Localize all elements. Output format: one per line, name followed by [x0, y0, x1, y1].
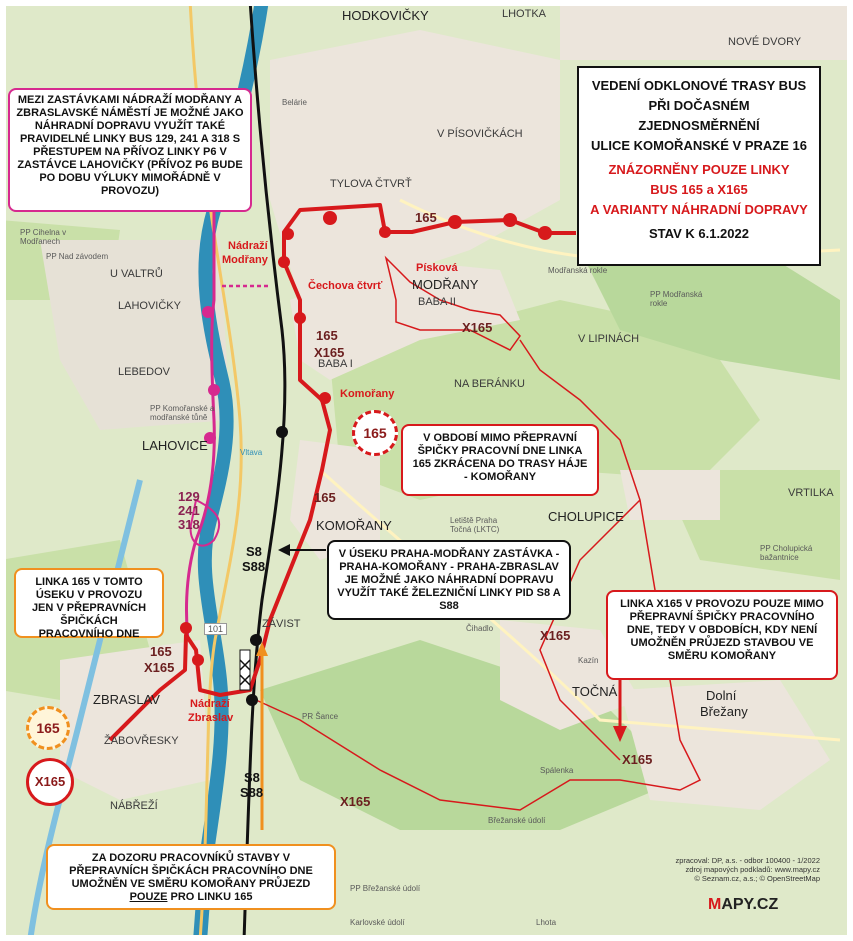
stop-cechova: Čechova čtvrť	[308, 280, 383, 292]
place-sance: PR Šance	[302, 712, 339, 721]
place-lebedov: LEBEDOV	[118, 366, 170, 378]
place-belarie: Belárie	[282, 98, 307, 107]
title-box	[577, 66, 821, 266]
badge-165-mid	[352, 410, 398, 456]
title-line-2: PŘI DOČASNÉM ZJEDNOSMĚRNĚNÍ	[638, 98, 760, 133]
road-101-badge: 101	[204, 623, 227, 635]
place-pp-cholupicka: PP Cholupická bažantnice	[760, 544, 813, 562]
badge-165-left-label: 165	[36, 720, 60, 736]
place-lhota: Lhota	[536, 918, 557, 927]
route-label-165-zbr: 165	[150, 644, 172, 659]
note-rail-text: V ÚSEKU PRAHA-MODŘANY ZASTÁVKA - PRAHA-KOMOŘANY - PRAHA-ZBRASLAV JE MOŽNÉ JAKO NÁHRADNÍ DOPRAVU VYUŽÍT TAKÉ ŽELEZNIČNÍ LINKY PID S8 A S88	[337, 548, 561, 612]
place-tylova: TYLOVA ČTVRŤ	[330, 178, 412, 190]
route-label-s8-a: S8	[246, 544, 262, 559]
route-label-165-mid: 165	[316, 328, 338, 343]
credit-line-1: zpracoval: DP, a.s. - odbor 100400 - 1/2022	[675, 856, 820, 865]
route-label-x165-bottom: X165	[340, 794, 371, 809]
badge-x165-left	[26, 758, 74, 806]
place-vlipinach: V LIPINÁCH	[578, 333, 640, 345]
mapy-cz-logo	[708, 896, 778, 914]
place-dolni: Dolní	[706, 688, 737, 703]
stop-komorany: Komořany	[340, 388, 395, 400]
place-pp-cihelna: PP Cihelna v Modřanech	[20, 228, 67, 246]
place-zbraslav: ZBRASLAV	[93, 692, 160, 707]
place-spalenka: Spálenka	[540, 766, 574, 775]
note-construction-text-2: PRO LINKU 165	[167, 891, 253, 903]
badge-x165-left-label: X165	[34, 774, 66, 789]
credit-line-3: © Seznam.cz, a.s.; © OpenStreetMap	[694, 874, 820, 883]
badge-165-left	[26, 706, 70, 750]
route-label-s88-a: S88	[242, 559, 266, 574]
title-line-3: ULICE KOMOŘANSKÉ V PRAZE 16	[591, 138, 807, 153]
note-construction-text-1: ZA DOZORU PRACOVNÍKŮ STAVBY V PŘEPRAVNÍCH ŠPIČKÁCH PRACOVNÍHO DNE UMOŽNĚN VE SMĚRU KOMOŘANY PRŮJEZD	[69, 852, 313, 890]
route-label-x165-right: X165	[622, 752, 653, 767]
note-x165	[606, 590, 838, 680]
place-naberanku: NA BERÁNKU	[454, 378, 525, 390]
place-komoranske-tune: PP Komořanské a modřanské tůně	[150, 404, 215, 422]
place-vltava: Vltava	[240, 448, 263, 457]
badge-165-mid-label: 165	[363, 425, 387, 441]
place-brezany: Břežany	[700, 704, 748, 719]
route-label-165-low: 165	[314, 490, 336, 505]
place-lahovicky: LAHOVIČKY	[118, 300, 181, 312]
route-label-x165-east: X165	[540, 628, 571, 643]
note-pink-text: MEZI ZASTÁVKAMI NÁDRAŽÍ MODŘANY A ZBRASLAVSKÉ NÁMĚSTÍ JE MOŽNÉ JAKO NÁHRADNÍ DOPRAVU VYUŽÍT TAKÉ PRAVIDELNÉ LINKY BUS 129, 241 A 318 S PŘESTUPEM NA PŘÍVOZ LINKY P6 V ZASTÁVCE LAHOVIČKY (PŘÍVOZ P6 BUDE PO DOBU VÝLUKY MIMOŘÁDNĚ V PROVOZU)	[16, 94, 244, 197]
place-pp-nad-zavodem: PP Nad závodem	[46, 252, 109, 261]
place-zavist: ZÁVIST	[262, 618, 301, 630]
title-line-1: VEDENÍ ODKLONOVÉ TRASY BUS	[591, 78, 807, 93]
logo-rest: APY.CZ	[721, 896, 779, 913]
route-label-s88-b: S88	[240, 785, 264, 800]
route-label-x165-zbr: X165	[144, 660, 175, 675]
place-pisocich: V PÍSOVIČKÁCH	[437, 128, 523, 140]
title-red-2: BUS 165 a X165	[650, 182, 748, 197]
place-nove-dvory: NOVÉ DVORY	[728, 36, 802, 48]
place-baba1: BABA I	[318, 358, 353, 370]
place-zabovresky: ŽABOVŘESKY	[104, 735, 179, 747]
note-rail-s8	[327, 540, 571, 620]
place-letiste: Letiště Praha Točná (LKTC)	[450, 516, 500, 534]
place-kazin: Kazín	[578, 656, 599, 665]
place-vrtilka: VRTILKA	[788, 487, 834, 499]
place-tocna: TOČNÁ	[572, 684, 618, 699]
stop-piskova: Písková	[416, 262, 458, 274]
logo-m: M	[708, 896, 722, 913]
place-modranska-rokle: Modřanská rokle	[548, 266, 608, 275]
place-modrany: MODŘANY	[412, 277, 479, 292]
place-cihadlo: Čihadlo	[466, 624, 494, 633]
stop-nadrazi-modrany-2: Modřany	[222, 254, 268, 266]
note-construction	[46, 844, 336, 910]
note-165-peak-text: LINKA 165 V TOMTO ÚSEKU V PROVOZU JEN V PŘEPRAVNÍCH ŠPIČKÁCH PRACOVNÍHO DNE	[31, 576, 147, 640]
stop-nadrazi-modrany-1: Nádraží	[228, 240, 268, 252]
place-lahovice: LAHOVICE	[142, 438, 208, 453]
place-lhotka: LHOTKA	[502, 8, 547, 20]
place-nabrezi: NÁBŘEŽÍ	[110, 800, 158, 812]
note-construction-text-u: POUZE	[129, 891, 168, 903]
route-label-s8-b: S8	[244, 770, 260, 785]
place-pp-modranska: PP Modřanská rokle	[650, 290, 703, 308]
route-label-x165-top: X165	[462, 320, 493, 335]
place-hodkovicky: HODKOVIČKY	[342, 8, 429, 23]
title-red-3: A VARIANTY NÁHRADNÍ DOPRAVY	[590, 202, 808, 217]
credit-line-2: zdroj mapových podkladů: www.mapy.cz	[685, 865, 820, 874]
stop-nadrazi-zbraslav-2: Zbraslav	[188, 712, 234, 724]
note-165-text: V OBDOBÍ MIMO PŘEPRAVNÍ ŠPIČKY PRACOVNÍ DNE LINKA 165 ZKRÁCENA DO TRASY HÁJE - KOMOŘANY	[412, 432, 588, 483]
title-red-1: ZNÁZORNĚNY POUZE LINKY	[608, 162, 790, 177]
place-komorany: KOMOŘANY	[316, 518, 392, 533]
credits	[640, 856, 820, 883]
stop-nadrazi-zbraslav-1: Nádraží	[190, 698, 230, 710]
place-baba2: BABA II	[418, 296, 456, 308]
place-cholupice: CHOLUPICE	[548, 509, 624, 524]
route-label-165-top: 165	[415, 210, 437, 225]
route-label-x165-mid: X165	[314, 345, 345, 360]
place-brezanske-udoli: Břežanské údolí	[488, 816, 546, 825]
place-karlovske: Karlovské údolí	[350, 918, 405, 927]
title-date: STAV K 6.1.2022	[649, 226, 749, 241]
place-pp-brezanske: PP Břežanské údolí	[350, 884, 421, 893]
route-label-bus-codes: 129 241 318	[178, 489, 200, 532]
note-165-shortened	[401, 424, 599, 496]
note-pink-alternative	[8, 88, 252, 212]
note-x165-text: LINKA X165 V PROVOZU POUZE MIMO PŘEPRAVNÍ ŠPIČKY PRACOVNÍHO DNE, TEDY V OBDOBÍCH, KDY NENÍ UMOŽNĚN PRŮJEZD STAVBOU VE SMĚRU KOMOŘANY	[620, 598, 824, 662]
place-valtru: U VALTRŮ	[110, 268, 163, 280]
note-165-peak	[14, 568, 164, 638]
